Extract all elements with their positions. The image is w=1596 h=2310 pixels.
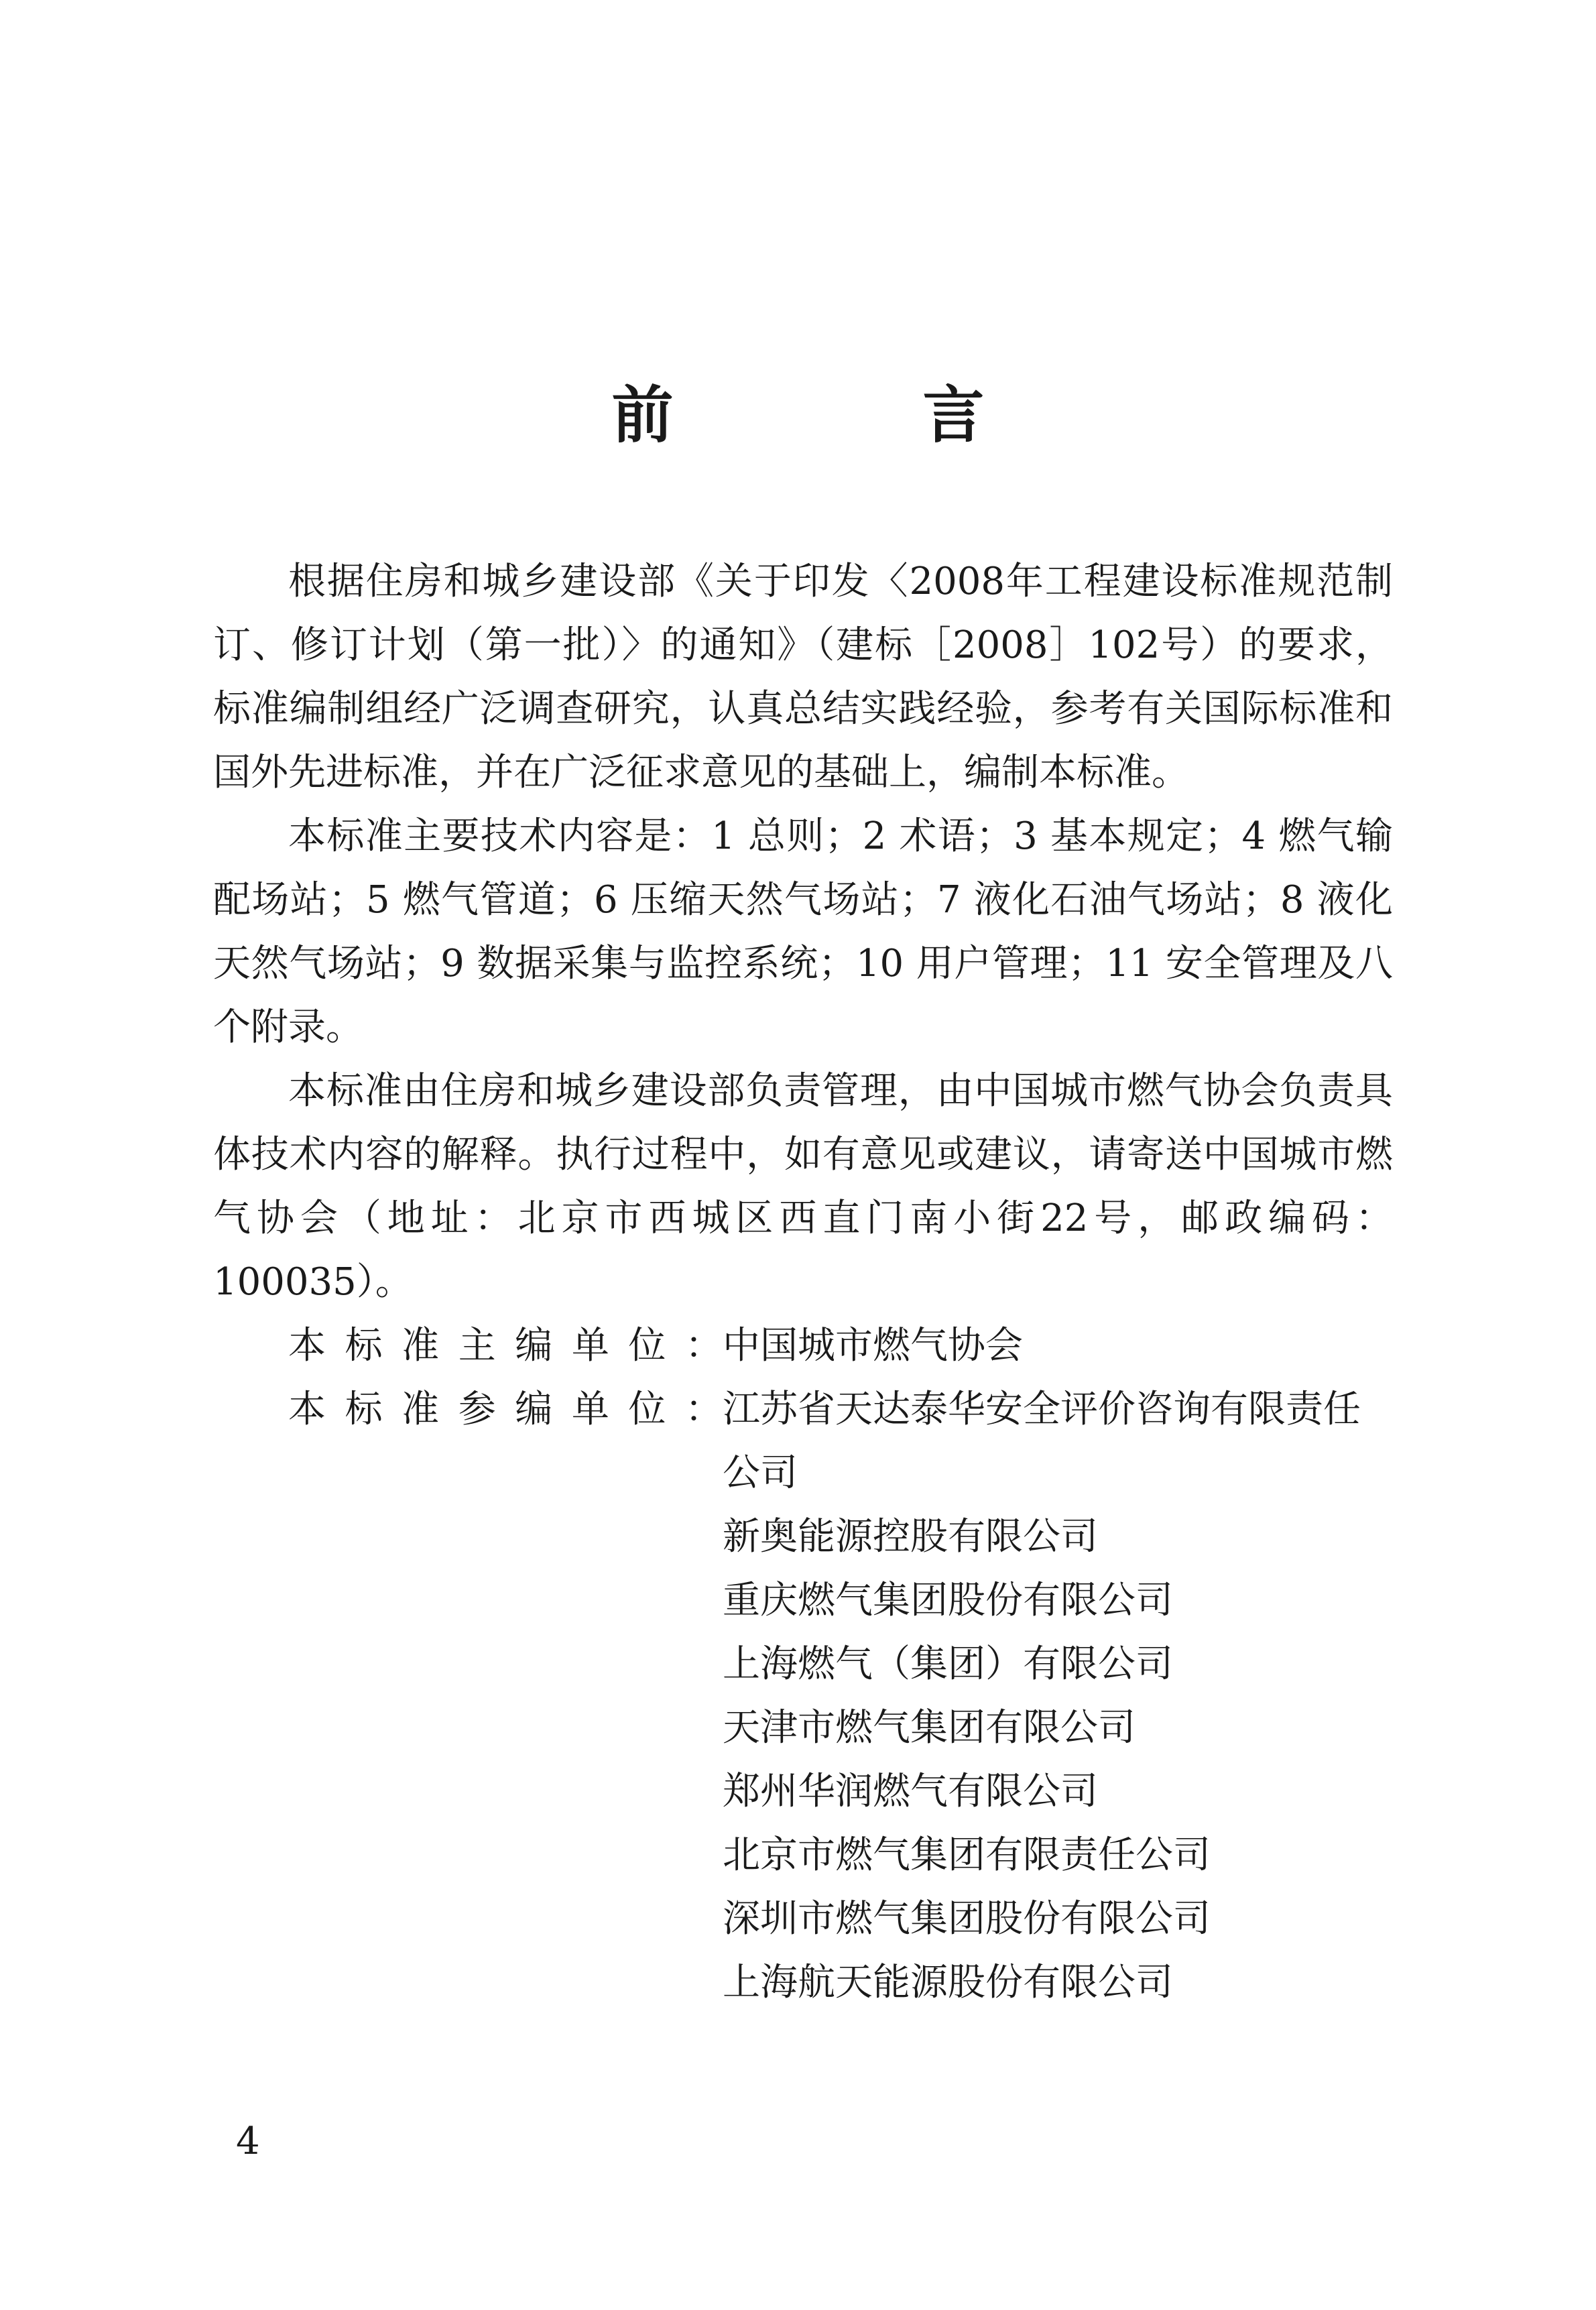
page-title: 前 言	[611, 379, 1099, 451]
paragraph-background: 根据住房和城乡建设部《关于印发〈2008年工程建设标准规范制订、修订计划（第一批）〉的通知》（建标［2008］102号）的要求，标准编制组经广泛调查研究，认真总结实践经验，参考有关国际标准和国外先进标准，并在广泛征求意见的基础上，编制本标准。	[213, 560, 1393, 794]
page-number: 4	[236, 2120, 260, 2163]
participating-unit-item: 北京市燃气集团有限责任公司	[723, 1833, 1211, 1877]
paragraph-management: 本标准由住房和城乡建设部负责管理，由中国城市燃气协会负责具体技术内容的解释。执行过程中，如有意见或建议，请寄送中国城市燃气协会（地址：北京市西城区西直门南小街22号，邮政编码：100035）。	[213, 1069, 1393, 1304]
participating-unit-item: 新奥能源控股有限公司	[723, 1515, 1098, 1559]
chief-unit-value: 中国城市燃气协会	[723, 1324, 1023, 1367]
participating-unit-item: 上海燃气（集团）有限公司	[723, 1642, 1173, 1686]
participating-units-list	[723, 1378, 1393, 2014]
chief-unit-label: 本标准主编单位：	[288, 1324, 723, 1367]
participating-unit-item: 天津市燃气集团有限公司	[723, 1706, 1135, 1750]
participating-unit-item: 深圳市燃气集团股份有限公司	[723, 1897, 1211, 1941]
participating-unit-item: 重庆燃气集团股份有限公司	[723, 1579, 1173, 1622]
participating-units-row	[213, 1378, 1393, 2014]
chief-unit-row	[213, 1314, 1393, 1378]
participating-units-label: 本标准参编单位：	[288, 1388, 723, 1431]
participating-unit-item: 郑州华润燃气有限公司	[723, 1770, 1098, 1813]
paragraph-technical-content: 本标准主要技术内容是：1 总则；2 术语；3 基本规定；4 燃气输配场站；5 燃气管道；6 压缩天然气场站；7 液化石油气场站；8 液化天然气场站；9 数据采集与监控系统；10 用户管理；11 安全管理及八个附录。	[213, 814, 1393, 1049]
foreword-body	[213, 550, 1393, 2014]
participating-unit-item: 上海航天能源股份有限公司	[723, 1961, 1173, 2004]
participating-unit-item: 江苏省天达泰华安全评价咨询有限责任公司	[723, 1388, 1361, 1495]
